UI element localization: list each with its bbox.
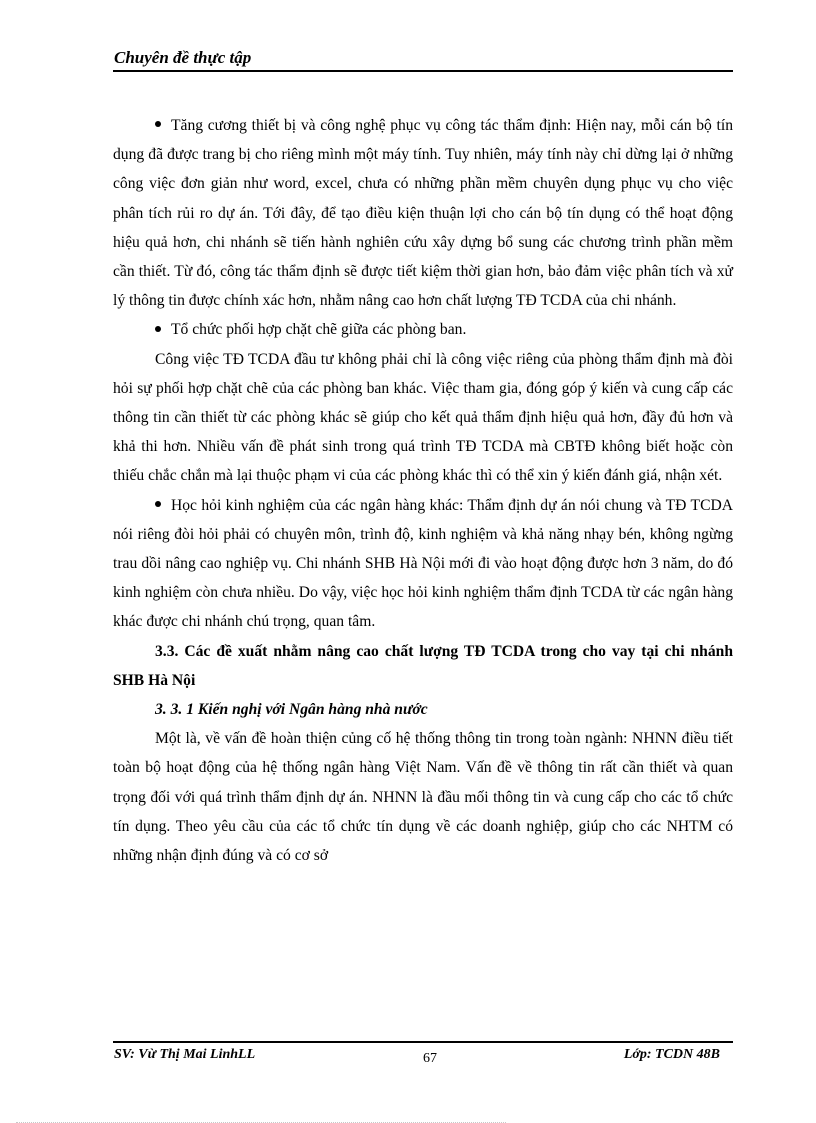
bullet-icon (155, 501, 161, 507)
page-header-title: Chuyên đề thực tập (114, 48, 252, 67)
body-paragraph: Một là, về vấn đề hoàn thiện củng cố hệ thống thông tin trong toàn ngành: NHNN điều tiết toàn bộ hoạt động của hệ thống ngân hàng Việt Nam. Vấn đề về thông tin rất cần thiết và quan trọng đối với quá trình thẩm định dự án. NHNN là đầu mối thông tin và cung cấp cho các tổ chức tín dụng. Theo yêu cầu của các tổ chức tín dụng về các doanh nghiệp, giúp cho các NHTM có những nhận định đúng và có cơ sở (113, 730, 733, 865)
footer-student-name: SV: Vừ Thị Mai LinhLL (114, 1047, 256, 1062)
footer-class: Lớp: TCDN 48B (623, 1047, 720, 1062)
footer-divider (113, 1041, 733, 1043)
subsection-heading: 3. 3. 1 Kiến nghị với Ngân hàng nhà nước (155, 701, 428, 719)
document-body (113, 111, 733, 870)
bullet-paragraph: Tăng cương thiết bị và công nghệ phục vụ công tác thẩm định: Hiện nay, mỗi cán bộ tín dụng đã được trang bị cho riêng mình một máy tính. Tuy nhiên, máy tính này chỉ dừng lại ở những công việc đơn giản như word, excel, chưa có những phần mềm chuyên dụng phục vụ cho việc phân tích rủi ro dự án. Tới đây, để tạo điều kiện thuận lợi cho cán bộ tín dụng có thể hoạt động hiệu quả hơn, chi nhánh sẽ tiến hành nghiên cứu xây dựng bổ sung các chương trình phần mềm cần thiết. Từ đó, công tác thẩm định sẽ được tiết kiệm thời gian hơn, bảo đảm việc phân tích và xử lý thông tin được chính xác hơn, nhằm nâng cao hơn chất lượng TĐ TCDA của chi nhánh. (113, 117, 733, 310)
bullet-icon (155, 121, 161, 127)
bullet-paragraph: Học hỏi kinh nghiệm của các ngân hàng khác: Thẩm định dự án nói chung và TĐ TCDA nói riêng đòi hỏi phải có chuyên môn, trình độ, kinh nghiệm và khả năng nhạy bén, không ngừng trau dồi nâng cao nghiệp vụ. Chi nhánh SHB Hà Nội mới đi vào hoạt động được hơn 3 năm, do đó kinh nghiệm còn chưa nhiều. Do vậy, việc học hỏi kinh nghiệm thẩm định TCDA từ các ngân hàng khác được chi nhánh chú trọng, quan tâm. (113, 496, 733, 631)
section-heading: 3.3. Các đề xuất nhằm nâng cao chất lượng TĐ TCDA trong cho vay tại chi nhánh SHB Hà Nội (113, 642, 733, 689)
page-number: 67 (423, 1051, 437, 1066)
bullet-paragraph: Tổ chức phối hợp chặt chẽ giữa các phòng ban. (113, 315, 733, 344)
header-divider (113, 70, 733, 72)
body-paragraph: Công việc TĐ TCDA đầu tư không phải chỉ là công việc riêng của phòng thẩm định mà đòi hỏi sự phối hợp chặt chẽ của các phòng ban khác. Việc tham gia, đóng góp ý kiến và cung cấp các thông tin cần thiết từ các phòng khác sẽ giúp cho kết quả thẩm định hiệu quả hơn, đầy đủ hơn và khả thi hơn. Nhiều vấn đề phát sinh trong quá trình TĐ TCDA mà CBTĐ không biết hoặc còn thiếu chắc chắn mà lại thuộc phạm vi của các phòng khác thì có thể xin ý kiến đánh giá, nhận xét. (113, 350, 733, 485)
bullet-icon (155, 326, 161, 332)
